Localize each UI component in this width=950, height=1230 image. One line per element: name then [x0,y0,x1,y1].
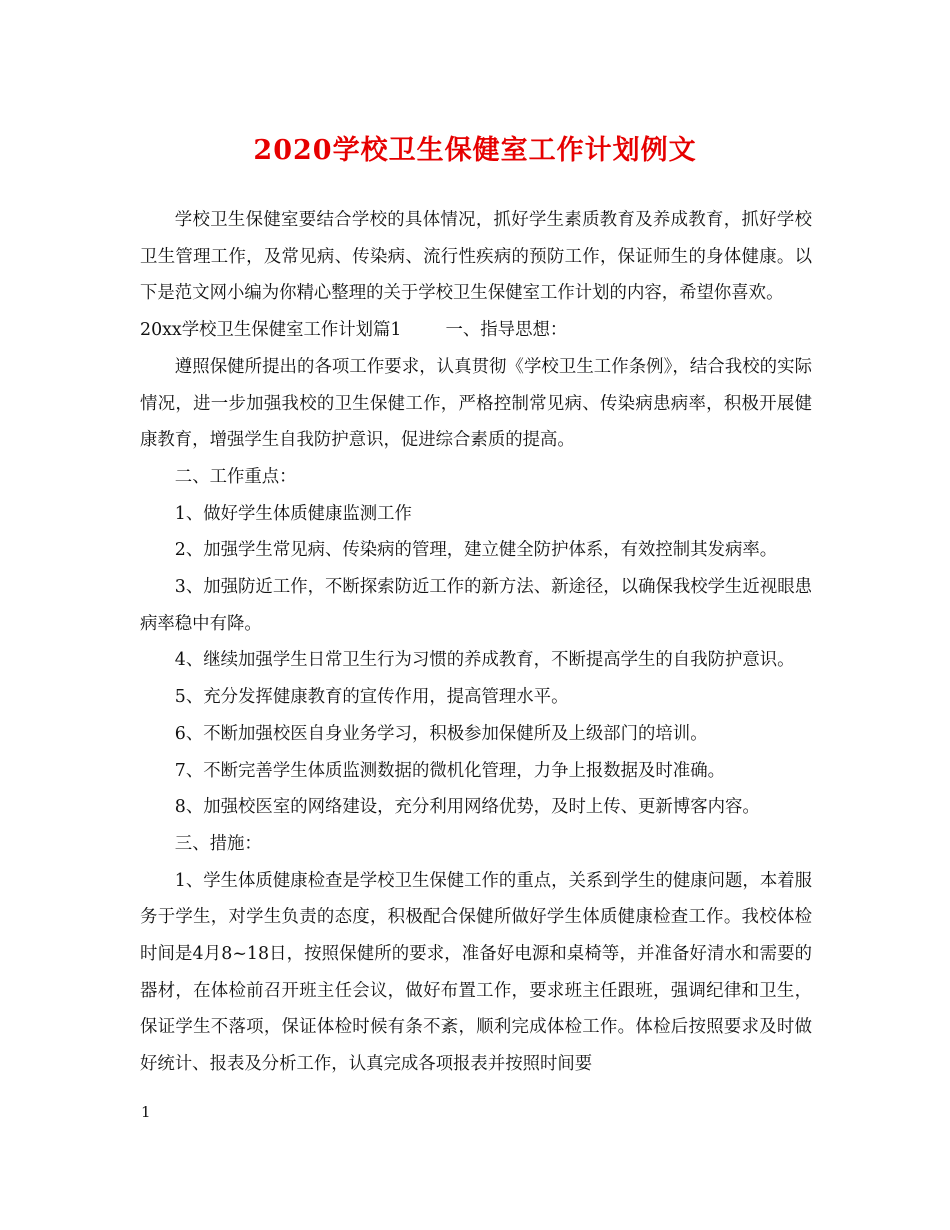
focus-item: 2、加强学生常见病、传染病的管理，建立健全防护体系，有效控制其发病率。 [174,540,778,561]
section-header [140,312,812,349]
measures-paragraph: 1、学生体质健康检查是学校卫生保健工作的重点，关系到学生的健康问题，本着服务于学生，对学生负责的态度，积极配合保健所做好学生体质健康检查工作。我校体检时间是4月8~18日，按照保健所的要求，准备好电源和桌椅等，并准备好清水和需要的器材，在体检前召开班主任会议，做好布置工作，要求班主任跟班，强调纪律和卫生，保证学生不落项，保证体检时候有条不紊，顺利完成体检工作。体检后按照要求及时做好统计、报表及分析工作，认真完成各项报表并按照时间要 [140,870,812,1075]
document-title: 2020学校卫生保健室工作计划例文 [253,135,697,166]
document-body [140,202,812,1083]
focus-item: 5、充分发挥健康教育的宣传作用，提高管理水平。 [174,687,569,708]
focus-item: 7、不断完善学生体质监测数据的微机化管理，力争上报数据及时准确。 [174,760,725,781]
focus-item: 1、做好学生体质健康监测工作 [174,503,412,524]
guiding-paragraph: 遵照保健所提出的各项工作要求，认真贯彻《学校卫生工作条例》，结合我校的实际情况，进一步加强我校的卫生保健工作，严格控制常见病、传染病患病率，积极开展健康教育，增强学生自我防护意识，促进综合素质的提高。 [140,356,812,451]
intro-paragraph: 学校卫生保健室要结合学校的具体情况，抓好学生素质教育及养成教育，抓好学校卫生管理工作，及常见病、传染病、流行性疾病的预防工作，保证师生的身体健康。以下是范文网小编为你精心整理的关于学校卫生保健室工作计划的内容，希望你喜欢。 [140,210,812,304]
page-number: 1 [141,1103,151,1121]
focus-item: 6、不断加强校医自身业务学习，积极参加保健所及上级部门的培训。 [174,723,708,744]
focus-item: 8、加强校医室的网络建设，充分利用网络优势，及时上传、更新博客内容。 [174,797,760,818]
section-header-title: 20xx学校卫生保健室工作计划篇1 [140,320,402,341]
focus-item: 3、加强防近工作，不断探索防近工作的新方法、新途径，以确保我校学生近视眼患病率稳中有降。 [140,577,812,634]
focus-heading: 二、工作重点： [174,466,297,487]
section-header-subtitle: 一、指导思想： [445,320,568,341]
focus-item: 4、继续加强学生日常卫生行为习惯的养成教育，不断提高学生的自我防护意识。 [174,650,795,671]
measures-heading: 三、措施： [174,833,262,854]
